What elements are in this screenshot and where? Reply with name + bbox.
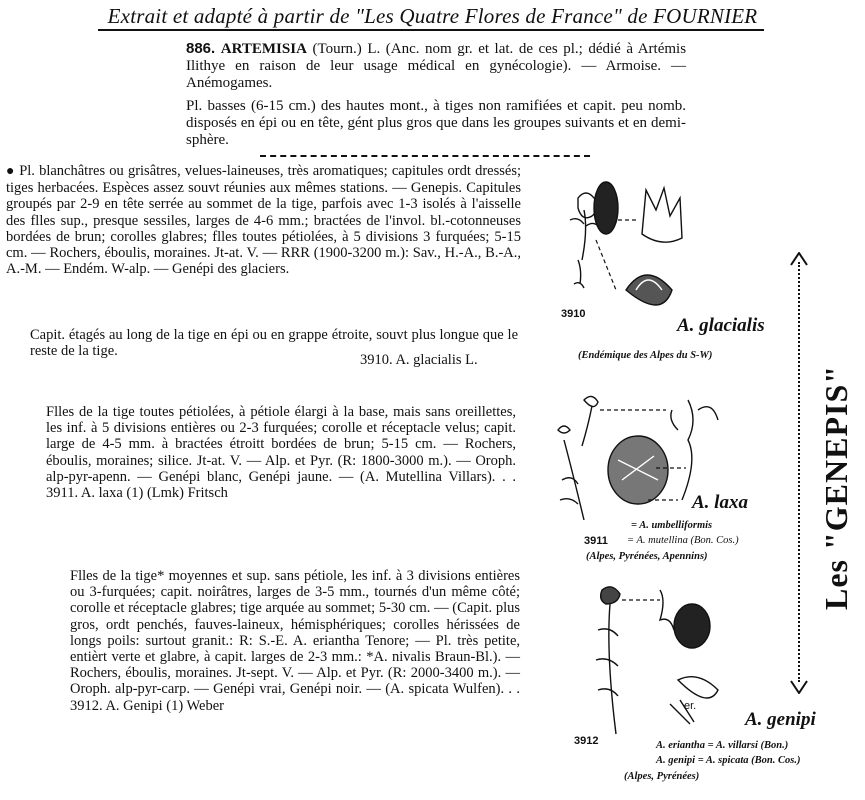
key-text-glacialis: Pl. blanchâtres ou grisâtres, velues-laineuses, très aromatiques; capitules ordt dressés; tiges herbacées. Espèces assez souvt réunies aux mêmes stations. — Genepis. Capitules groupés par 2-9 en tête serrée au sommet de la tige, parfois avec 1-3 isolés à l'aisselle des flles sup., presque sessiles, larges de 4-6 mm.; bractées de l'invol. bl.-cotonneuses bordées de brun; corolles glabres; flles toutes pétiolées, à 5 divisions 3 furquées; 5-15 cm. — Rochers, éboulis, moraines. Jt-at. V. — RRR (1900-3200 m.): Sav., H.-A., B.-A., A.-M. — Endém. W-alp. — Genépi des glaciers. bbox=[6, 163, 521, 278]
species-heading-3910: 3910. A. glacialis L. bbox=[360, 352, 478, 368]
figure-title-genipi: A. genipi bbox=[745, 709, 816, 730]
synonym-genipi-1: A. eriantha = A. villarsi (Bon.) bbox=[656, 740, 789, 751]
synonym-genipi-2: A. genipi = A. spicata (Bon. Cos.) bbox=[656, 755, 801, 766]
figure-note-laxa: (Alpes, Pyrénées, Apennins) bbox=[586, 551, 708, 562]
section-divider bbox=[260, 155, 590, 157]
side-title: Les "GENEPIS" bbox=[818, 364, 854, 610]
figure-er-label: er. bbox=[684, 700, 697, 712]
synonym-laxa-2: = A. mutellina (Bon. Cos.) bbox=[627, 535, 739, 546]
key-paragraph-glacialis bbox=[6, 163, 521, 277]
header-underline bbox=[98, 29, 764, 31]
key-paragraph-spike: Capit. étagés au long de la tige en épi ou en grappe étroite, souvt plus longue que le reste de la tige. bbox=[30, 327, 518, 360]
side-arrow-line bbox=[798, 262, 800, 682]
key-paragraph-genipi: Flles de la tige* moyennes et sup. sans pétiole, les inf. à 3 divisions entières ou 3-furquées; capit. noirâtres, larges de 3-5 mm., tournés d'un même côté; corolle et réceptacle glabres; tige arquée au sommet; 5-30 cm. — (Capit. plus gros, ordt penchés, fauves-laineux, hémisphériques; corolles hérissées de longs poils: surtout granit.: R: S.-E. A. eriantha Tenore; — Pl. très petite, entièrt verte et glabre, à capit. larges de 2-3 mm.: *A. nivalis Braun-Bl.). — Rochers, éboulis, moraines. Jt-sept. V. — Alp. et Pyr. (R: 2000-3400 m.). — Oroph. alp-pyr-carp. — Genépi vrai, Genépi noir. — (A. spicata Wulfen). . . 3912. A. Genipi (1) Weber bbox=[70, 568, 520, 714]
arrow-down-icon bbox=[790, 680, 808, 694]
group-description: Pl. basses (6-15 cm.) des hautes mont., à tiges non ramifiées et capit. peu nomb. disposés en épi ou en tête, gént plus gros que dans les groupes suivants et en demi-sphère. bbox=[186, 98, 686, 148]
synonym-laxa-1: = A. umbelliformis bbox=[631, 520, 713, 531]
source-header: Extrait et adapté à partir de "Les Quatre Flores de France" de FOURNIER bbox=[107, 4, 758, 28]
figure-title-glacialis: A. glacialis bbox=[677, 315, 765, 336]
figure-note-genipi: (Alpes, Pyrénées) bbox=[624, 771, 700, 782]
figure-number-3910: 3910 bbox=[561, 308, 586, 320]
genus-name: ARTEMISIA bbox=[220, 41, 307, 57]
genus-description: (Tourn.) L. (Anc. nom gr. et lat. de ces pl.; dédié à Artémis Ilithye en raison de leur usage médical en gynécologie). — Armoise. — Anémogames. bbox=[186, 41, 687, 91]
genus-number: 886. bbox=[186, 40, 216, 57]
figure-title-laxa: A. laxa bbox=[692, 492, 748, 513]
arrow-up-icon bbox=[790, 252, 808, 266]
key-paragraph-laxa: Flles de la tige toutes pétiolées, à pétiole élargi à la base, mais sans oreillettes, les inf. à 5 divisions entières ou 2-3 furquées; corolle et réceptacle velus; capit. large de 4-5 mm. à bractées étroitt bordées de brun; 5-15 cm. — Rochers, éboulis, moraines; silice. Jt-at. V. — Alp. et Pyr. (R: 1800-3000 m.). — Oroph. alp-pyr-apenn. — Genépi blanc, Genépi jaune. — (A. Mutellina Villars). . . 3911. A. laxa (1) (Lmk) Fritsch bbox=[46, 404, 516, 502]
figure-number-3912: 3912 bbox=[574, 735, 599, 747]
figure-number-3911: 3911 bbox=[584, 535, 608, 547]
bullet-icon: ● bbox=[6, 164, 16, 179]
genus-intro bbox=[186, 40, 686, 92]
figure-note-glacialis: (Endémique des Alpes du S-W) bbox=[578, 350, 713, 361]
